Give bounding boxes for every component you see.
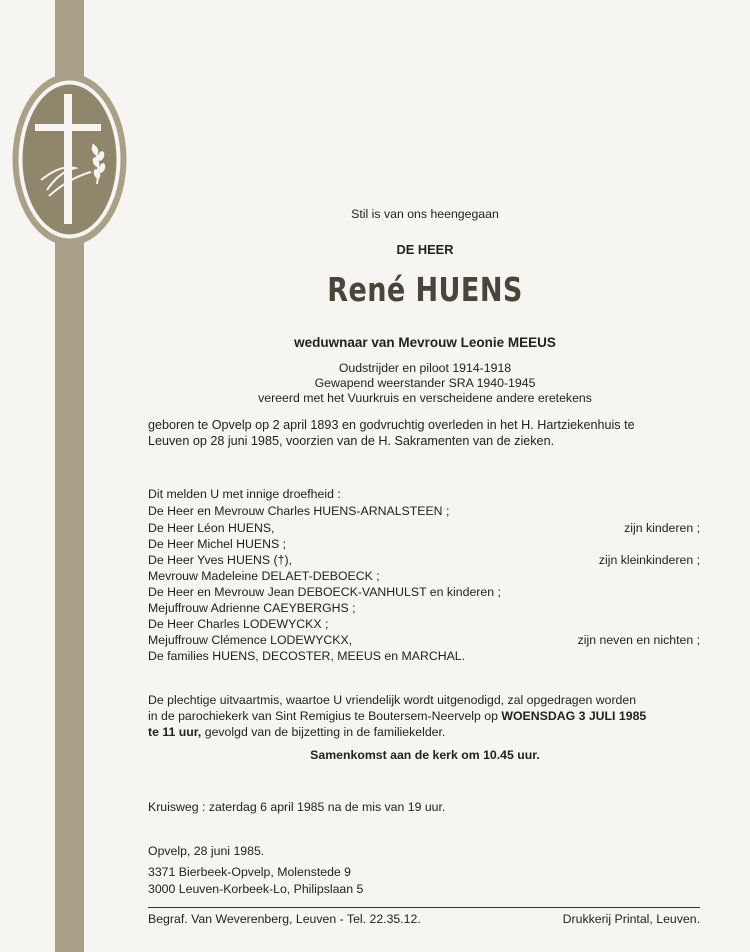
footer-divider <box>148 907 700 908</box>
widower-line: weduwnaar van Mevrouw Leonie MEEUS <box>294 335 556 350</box>
funeral-burial: gevolgd van de bijzetting in de familiekelder. <box>201 725 446 739</box>
place-date: Opvelp, 28 juni 1985. <box>148 844 265 858</box>
birth-death-line: geboren te Opvelp op 2 april 1893 en godvruchtig overleden in het H. Hartziekenhuis te <box>148 418 635 432</box>
honor-line: Oudstrijder en piloot 1914-1918 <box>338 361 512 375</box>
family-relation: zijn kinderen ; <box>624 521 700 535</box>
intro-text: Stil is van ons heengegaan <box>351 207 499 221</box>
funeral-date: WOENSDAG 3 JULI 1985 <box>501 709 647 723</box>
printer-text: Drukkerij Printal, Leuven. <box>562 912 700 926</box>
gathering-text: Samenkomst aan de kerk om 10.45 uur. <box>310 748 540 762</box>
family-relation: zijn kleinkinderen ; <box>598 553 700 567</box>
cross-emblem-icon <box>11 72 128 247</box>
family-member: De Heer Léon HUENS, <box>148 521 275 535</box>
honor-line: vereerd met het Vuurkruis en verscheidene andere eretekens <box>258 391 592 405</box>
family-member: Mejuffrouw Clémence LODEWYCKX, <box>148 633 353 647</box>
title-prefix: DE HEER <box>396 242 454 257</box>
address-line: 3371 Bierbeek-Opvelp, Molenstede 9 <box>148 865 352 879</box>
funeral-line: De plechtige uitvaartmis, waartoe U vriendelijk wordt uitgenodigd, zal opgedragen worden <box>148 693 637 707</box>
funeral-church: in de parochiekerk van Sint Remigius te Boutersem-Neervelp op <box>148 709 502 723</box>
undertaker-text: Begraf. Van Weverenberg, Leuven - Tel. 22.35.12. <box>148 912 421 926</box>
honor-line: Gewapend weerstander SRA 1940-1945 <box>314 376 536 390</box>
deceased-name: René HUENS <box>327 270 523 309</box>
family-member: De Heer en Mevrouw Jean DEBOECK-VANHULST en kinderen ; <box>148 585 501 599</box>
family-member: De Heer en Mevrouw Charles HUENS-ARNALSTEEN ; <box>148 504 450 518</box>
family-member: De Heer Charles LODEWYCKX ; <box>148 617 329 631</box>
family-member: Mevrouw Madeleine DELAET-DEBOECK ; <box>148 569 380 583</box>
address-line: 3000 Leuven-Korbeek-Lo, Philipslaan 5 <box>148 882 364 896</box>
kruisweg-text: Kruisweg : zaterdag 6 april 1985 na de mis van 19 uur. <box>148 800 446 814</box>
funeral-line <box>148 709 646 724</box>
birth-death-line: Leuven op 28 juni 1985, voorzien van de H. Sakramenten van de zieken. <box>148 434 555 448</box>
family-relation: zijn neven en nichten ; <box>577 633 700 647</box>
family-member: De Heer Yves HUENS (†), <box>148 553 292 567</box>
funeral-time: te 11 uur, <box>148 725 202 739</box>
announce-text: Dit melden U met innige droefheid : <box>148 487 341 501</box>
funeral-line <box>148 725 445 740</box>
family-member: De families HUENS, DECOSTER, MEEUS en MARCHAL. <box>148 649 466 663</box>
family-member: Mejuffrouw Adrienne CAEYBERGHS ; <box>148 601 356 615</box>
family-member: De Heer Michel HUENS ; <box>148 537 287 551</box>
